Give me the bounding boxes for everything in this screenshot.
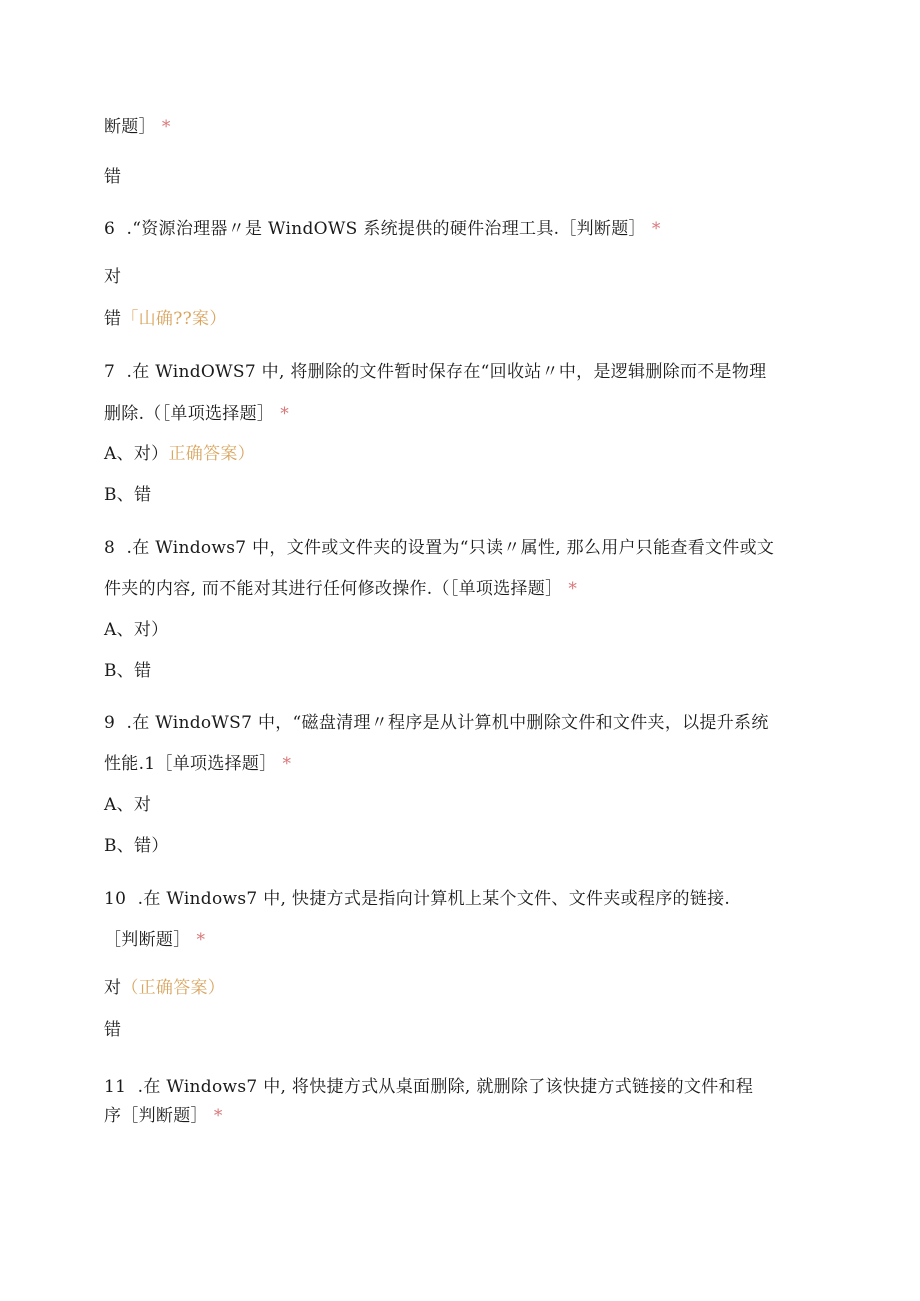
question-6 bbox=[104, 218, 661, 240]
question-text: 删除.（［单项选择题］ bbox=[104, 404, 275, 424]
q9-option-b bbox=[104, 835, 169, 857]
q5-option-wrong bbox=[104, 166, 121, 188]
option-text: B、错 bbox=[104, 661, 152, 681]
question-text: 10 .在 Windows7 中, 快捷方式是指向计算机上某个文件、文件夹或程序的链接. bbox=[104, 889, 731, 909]
correct-answer-mark: 「山确??案） bbox=[121, 309, 227, 329]
required-star: * bbox=[161, 117, 171, 137]
question-11-line-1 bbox=[104, 1076, 753, 1098]
q10-option-wrong bbox=[104, 1019, 121, 1041]
question-11-line-2 bbox=[104, 1105, 223, 1127]
question-9-line-2 bbox=[104, 753, 291, 775]
question-text: 件夹的内容, 而不能对其进行任何修改操作.（［单项选择题］ bbox=[104, 579, 563, 599]
option-text: 对 bbox=[104, 267, 122, 287]
correct-answer-mark: （正确答案） bbox=[121, 978, 226, 998]
q8-option-a bbox=[104, 619, 168, 641]
q9-option-a bbox=[104, 794, 151, 816]
question-8-line-2 bbox=[104, 578, 577, 600]
q7-option-b bbox=[104, 484, 151, 506]
required-star: * bbox=[651, 219, 661, 239]
option-text: 错 bbox=[104, 1020, 122, 1040]
question-text: 7 .在 WindOWS7 中, 将删除的文件暂时保存在“回收站〃中，是逻辑删除而不是物理 bbox=[104, 362, 767, 382]
question-text: 8 .在 Windows7 中，文件或文件夹的设置为“只读〃属性, 那么用户只能查看文件或文 bbox=[104, 538, 775, 558]
q8-option-b bbox=[104, 660, 151, 682]
required-star: * bbox=[280, 404, 290, 424]
option-text: A、对 bbox=[104, 795, 152, 815]
question-text: 序［判断题］ bbox=[104, 1106, 208, 1126]
question-text: ［判断题］ bbox=[104, 930, 191, 950]
question-text: 性能.1［单项选择题］ bbox=[104, 754, 277, 774]
option-text: B、错） bbox=[104, 836, 169, 856]
question-8-line-1 bbox=[104, 537, 774, 559]
question-10-line-1 bbox=[104, 888, 730, 910]
q7-option-a bbox=[104, 443, 255, 465]
required-star: * bbox=[196, 930, 206, 950]
question-text: 6 .“资源治理器〃是 WindOWS 系统提供的硬件治理工具.［判断题］ bbox=[104, 219, 646, 239]
question-10-line-2 bbox=[104, 929, 205, 951]
option-text: 错 bbox=[104, 309, 122, 329]
question-text: 11 .在 Windows7 中, 将快捷方式从桌面删除, 就删除了该快捷方式链接的文件和程 bbox=[104, 1077, 754, 1097]
required-star: * bbox=[282, 754, 292, 774]
question-7-line-2 bbox=[104, 403, 289, 425]
required-star: * bbox=[568, 579, 578, 599]
option-text: 错 bbox=[104, 167, 122, 187]
option-text: A、对） bbox=[104, 620, 169, 640]
option-text: A、对） bbox=[104, 444, 169, 464]
question-7-line-1 bbox=[104, 361, 766, 383]
q10-option-right bbox=[104, 977, 225, 999]
option-text: 对 bbox=[104, 978, 122, 998]
question-5-tail bbox=[104, 116, 171, 138]
required-star: * bbox=[213, 1106, 223, 1126]
question-9-line-1 bbox=[104, 712, 769, 734]
q6-option-right bbox=[104, 266, 121, 288]
option-text: B、错 bbox=[104, 485, 152, 505]
q6-option-wrong bbox=[104, 308, 227, 330]
question-text: 9 .在 WindoWS7 中，“磁盘清理〃程序是从计算机中删除文件和文件夹，以提升系统 bbox=[104, 713, 769, 733]
correct-answer-mark: 正确答案） bbox=[168, 444, 255, 464]
question-text: 断题］ bbox=[104, 117, 156, 137]
